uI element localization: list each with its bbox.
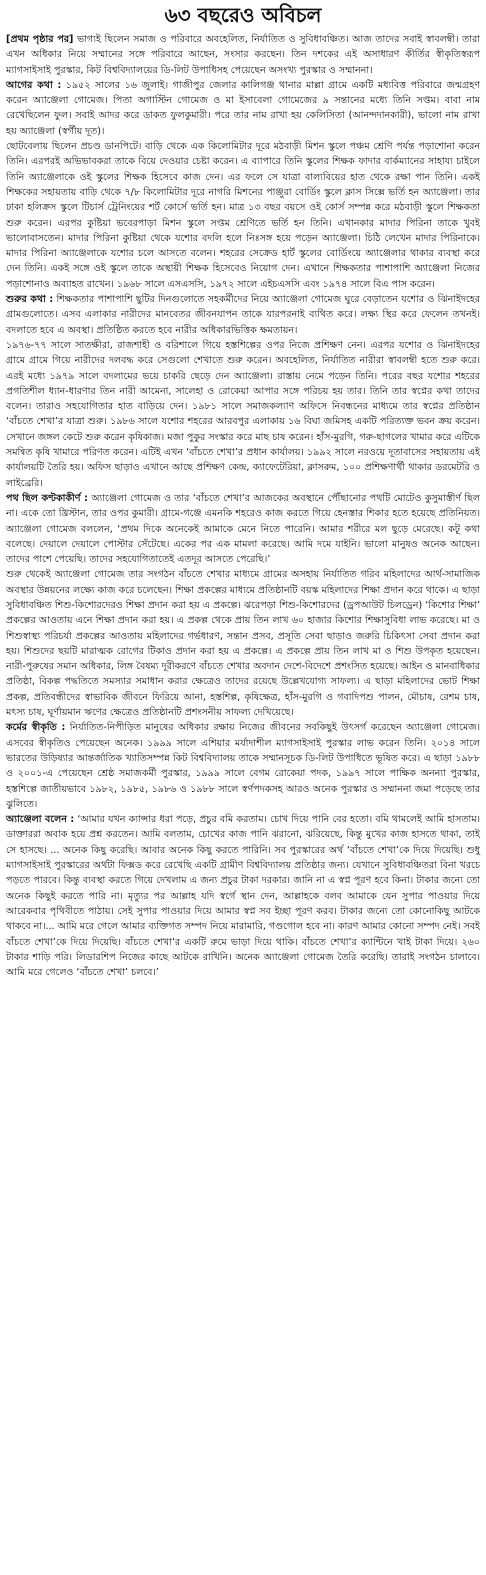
paragraph-text: অ্যাঞ্জেলা গোমেজ ও তার ‘বাঁচতে শেখা’র আজকের অবস্থানে পৌঁছানোর পথটি মোটেও কুসুমাস্তীর্ণ ছিল না। একে তো খ্রিস্টান, তার ওপর কুমারী। গ্রামে-গঞ্জে এমনকি শহরেও কাজ করতে গিয়ে হেনস্তার শিকার হতে হয়েছে প্রতিনিয়ত। অ্যাঞ্জেলা গোমেজ বললেন, ‘প্রথম দিকে অনেকেই আমাকে মেনে নিতে পারেনি। আমার শরীরে মল ছুড়ে মেরেছে। কটূ কথা বলেছে। দেয়ালে দেয়ালে পোস্টার সেঁটেছে। একের পর এক মামলা করেছে। আমি দমে যাইনি। ভালো মানুষও অনেক আছেন। তাদের পাশে পেয়েছি। তাদের সহযোগিতাতেই এতদূর আসতে পেরেছি।’	[6, 492, 480, 566]
paragraph-text: শিক্ষকতার পাশাপাশি ছুটির দিনগুলোতে সহকর্মীদের নিয়ে অ্যাঞ্জেলা গোমেজ ঘুরে বেড়াতেন যশোর ও ঝিনাইদহের গ্রামগুলোতে। এসব এলাকার নারীদের মানবেতর জীবনযাপন তাকে যারপরনাই ব্যথিত করে। লক্ষ্য স্থির করে ফেলেন তখনই। বদলাতে হবে এ অবস্থা। প্রতিষ্ঠিত করতে হবে নারীর অধিকারভিত্তিক ক্ষমতায়ন।	[6, 294, 480, 336]
article-paragraph	[6, 491, 480, 567]
article-paragraph	[6, 720, 480, 812]
paragraph-text: ১৯৭৬-৭৭ সালে সাতক্ষীরা, রাজশাহী ও বরিশালে গিয়ে হস্তশিল্পের ওপর নিজে প্রশিক্ষণ নেন। এরপর যশোর ও ঝিনাইদহের গ্রামে গ্রামে গিয়ে নারীদের দলবদ্ধ করে সেগুলো শেখাতে শুরু করেন। অবহেলিত, নির্যাতিত নারীরা স্বাবলম্বী হতে শুরু করে। এরই মধ্যে ১৯৭৯ সালে বদলামের ভয়ে চাকরি ছেড়ে দেন অ্যাঞ্জেলা। রাস্তায় নেমে পড়েন তিনি। পরের বছর যশোর শহরের প্রগতিশীল ধ্যান-ধারণার তিন নারী আমেনা, সালেহা ও রোকেয়া আপার সঙ্গে পরিচয় হয় তার। তিনি তার স্বপ্নের কথা তাদের বলেন। তারাও সহযোগিতার হাত বাড়িয়ে দেন। ১৯৮১ সালে সমাজকল্যাণ অফিসে নিবন্ধনের মাধ্যমে তার স্বপ্নের প্রতিষ্ঠান ‘বাঁচতে শেখা’র যাত্রা শুরু। ১৯৮৬ সালে যশোর শহরের আরবপুর এলাকায় ১৬ বিঘা জমিসহ একটি পরিত্যক্ত ভবন ক্রয় করেন। সেখানে জঙ্গল কেটে শুরু করেন কৃষিকাজ। মজা পুকুর সংস্কার করে মাছ চাষ করেন। হাঁস-মুরগি, গরু-ছাগলের খামার করে এটিকে সমন্বিত কৃষি খামারে পরিণত করেন। এটিই এখন ‘বাঁচতে শেখা’র প্রধান কার্যালয়। ১৯৯২ সালে নরওয়ে দূতাবাসের সহায়তায় এই কার্যালয়টি তৈরি হয়। অফিস ছাড়াও এখানে আছে প্রশিক্ষণ কেন্দ্র, ক্যাফেটেরিয়া, ক্লাসরুম, ১০০ প্রশিক্ষণার্থী থাকার ডরমেটরি ও লাইব্রেরি।	[6, 339, 480, 489]
paragraph-lead: পথ ছিল কণ্টকাকীর্ণ :	[6, 492, 88, 504]
paragraph-lead: কর্মের স্বীকৃতি :	[6, 722, 66, 734]
paragraph-text: ছোটবেলায় ছিলেন প্রচণ্ড ডানপিটে। বাড়ি থেকে এক কিলোমিটার দূরে মঠবাড়ী মিশন স্কুলে পঞ্চম শ্রেণি পর্যন্ত পড়াশোনা করেন তিনি। এরপরই অভিভাবকরা তাকে বিয়ে দেওয়ার চেষ্টা করেন। এ ব্যাপারে তিনি স্কুলের শিক্ষক ফাদার বার্কম্যানের সাহায্য চাইলে তিনি অ্যাঞ্জেলাকে ওই স্কুলের শিক্ষক হিসেবে কাজ দেন। এর ফলে সে যাত্রা বাল্যবিয়ের হাত থেকে রক্ষা পান তিনি। একই শিক্ষকের সহায়তায় বাড়ি থেকে ৭/৮ কিলোমিটার দূরে নাগরি মিশনের পাঞ্জুরা বোর্ডিং স্কুলে ক্লাস সিক্সে ভর্তি হন অ্যাঞ্জেলা। তার ঢাকা হলিক্রস স্কুলে টিচার্স ট্রেনিংয়ের শর্ট কোর্সে ভর্তি হন। মাত্র ১৩ বছর বয়সে ওই কোর্স সম্পন্ন করে মঠবাড়ী স্কুলে শিক্ষকতা শুরু করেন। এরপর কুষ্টিয়া ভবেরপাড়া মিশন স্কুলে সপ্তম শ্রেণিতে ভর্তি হন তিনি। এখানকার মাদার পিরিনা তাকে খুবই ভালোবাসতেন। মাদার পিরিনা কুষ্টিয়া থেকে যশোর বদলি হলে নিঃসঙ্গ হয়ে পড়েন অ্যাঞ্জেলা। চিঠি লেখেন মাদার পিরিনাকে। মাদার পিরিনা অ্যাঞ্জেলাকে যশোর চলে আসতে বলেন। শহরের সেক্রেড হার্ট স্কুলের বোর্ডিংয়ে অ্যাঞ্জেলার থাকার ব্যবস্থা করে দেন তিনি। একই সঙ্গে ওই স্কুলে তাকে অস্থায়ী শিক্ষক হিসেবেও নিয়োগ দেন। এখানে শিক্ষকতার পাশাপাশি অ্যাঞ্জেলা নিজের পড়াশোনাও অব্যাহত রাখেন। ১৯৬৮ সালে এসএসসি, ১৯৭২ সালে এইচএসসি এবং ১৯৭৪ সালে বিএ পাস করেন।	[6, 141, 480, 290]
paragraph-text: নির্যাতিত-নিপীড়িত মানুষের অধিকার রক্ষায় নিজের জীবনের সবকিছুই উৎসর্গ করেছেন অ্যাঞ্জেলা গোমেজ। এসবের স্বীকৃতিও পেয়েছেন অনেক। ১৯৯৯ সালে এশিয়ার মর্যাদাশীল ম্যাগসাইসাই পুরস্কার লাভ করেন তিনি। ২০১৪ সালে ভারতের উড়িষ্যার আন্তর্জাতিক খ্যাতিসম্পন্ন কিট বিশ্ববিদ্যালয় তাকে সম্মানসূচক ডি-লিট উপাধিতে ভূষিত করে। এ ছাড়া ১৯৮৮ ও ২০০১-এ পেয়েছেন শ্রেষ্ঠ সমাজকর্মী পুরস্কার, ১৯৯৯ সালে বেগম রোকেয়া পদক, ১৯৯৭ সালে পাক্ষিক অনন্যা পুরস্কার, হস্তশিল্পে জাতীয়ভাবে ১৯৮২, ১৯৮৫, ১৯৮৬ ও ১৯৮৮ সালে স্বর্ণপদকসহ আরও অনেক পুরস্কার ও সম্মাননা জমা পড়েছে তার ঝুলিতে।	[6, 722, 480, 810]
paragraph-text: ভাগ্যই ছিলেন সমাজ ও পরিবারে অবহেলিত, নির্যাতিত ও সুবিধাবঞ্চিত। আজ তাদের সবাই স্বাবলম্বী। তারা এখন অধিকার নিয়ে সম্মানের সঙ্গে পরিবারে আছেন, সংসার করছেন। তিন দশকের এই অসাধারণ কীর্তির স্বীকৃতিস্বরূপ ম্যাগসাইসাই পুরস্কার, কিট বিশ্ববিদ্যালয়ের ডি-লিট উপাধিসহ পেয়েছেন অসংখ্য পুরস্কার ও সম্মাননা।	[6, 34, 481, 76]
article-headline: ৬৩ বছরেও অবিচল	[164, 3, 322, 27]
paragraph-text: ‘আমার যখন ক্যান্সার ধরা পড়ে, প্রচুর বমি করতাম। চোখ দিয়ে পানি বের হতো। বমি থামলেই আমি হাসতাম। ডাক্তাররা অবাক হয়ে প্রশ্ন করতেন। আমি বলতাম, চোখের কাজ পানি ঝরানো, ঝরিয়েছে, কিন্তু মুখের কাজ হাসতে থাকা, তাই সে হাসছে। ... অনেক কিছু করেছি। আবার অনেক কিছু করতে পারিনি। সব পুরস্কারের অর্থ ‘বাঁচতে শেখা’কে দিয়ে দিয়েছি। শুধু ম্যাগসাইসাই পুরস্কারের অর্থটা ফিক্সড করে রেখেছি একটি গ্রামীণ বিশ্ববিদ্যালয় প্রতিষ্ঠার জন্য। যেখানে সুবিধাবঞ্চিতরা বিনা খরচে পড়তে পারবে। কিন্তু ব্যবস্থা করতে গিয়ে দেখলাম এ জন্য প্রচুর টাকা দরকার। জানি না এ স্বপ্ন পূরণ হবে কিনা। টাকার জন্যে তো অনেক কিছুই করতে পারি না। মৃত্যুর পর আল্লাহ যদি স্বর্গে স্থান দেন, আল্লাহকে বলব আমাকে যেন সুপার পাওয়ার দিয়ে আরেকবার পৃথিবীতে পাঠায়। সেই সুপার পাওয়ার দিয়ে আমার স্বপ্ন সব ইচ্ছা পূরণ করব। টাকার জন্যে তো কোনোকিছু আটকে থাকবে না।... আমি মরে গেলে আমার ব্যক্তিগত সম্পদ নিয়ে মারামারি, গণ্ডগোল হবে না। কারণ আমার কোনো সম্পদ নেই। সবই বাঁচতে শেখা’কে দিয়ে দিয়েছি। বাঁচতে শেখা’র একটি রুমে ভাড়া দিয়ে থাকি। বাঁচতে শেখা’র ক্যান্টিনে খাই টাকা দিয়ে। ২৬০ টাকার শাড়ি পরি। লিডারশিপ নিজের কাছে আটকে রাখিনি। অনেক অ্যাঞ্জেলা গোমেজ তৈরি করেছি। তারাই সংগঠন চালাবে। আমি মরে গেলেও ‘বাঁচতে শেখা’ চলবে।’	[6, 814, 480, 979]
article-paragraph	[6, 78, 480, 139]
paragraph-lead: অ্যাঞ্জেলা বলেন :	[6, 814, 75, 826]
article-paragraph	[6, 139, 480, 292]
paragraph-lead: শুরুর কথা :	[6, 294, 54, 306]
paragraph-text: শুরু থেকেই অ্যাঞ্জেলা গোমেজ তার সংগঠন বাঁচতে শেখার মাধ্যমে গ্রামের অসহায় নির্যাতিত গরিব মহিলাদের আর্থ-সামাজিক অবস্থার উন্নয়নের লক্ষ্যে কাজ করে চলেছেন। শিক্ষা প্রকল্পের মাধ্যমে প্রতিষ্ঠানটি বয়স্ক মহিলাদের শিক্ষা প্রদান করে থাকে। এ ছাড়া সুবিধাবঞ্চিত শিশু-কিশোরদেরও শিক্ষা প্রদান করা হয় এ প্রকল্পে। ঝরেপড়া শিশু-কিশোরদের (ড্রপআউট চিলড্রেন) ‘কিশোর শিক্ষা’ প্রকল্পের আওতায় এনে শিক্ষা প্রদান করা হয়। এ প্রকল্প থেকে প্রায় তিন লাখ ৬০ হাজার কিশোর শিক্ষাসুবিধা লাভ করেছে। মা ও শিশুস্বাস্থ্য পরিচর্যা প্রকল্পের আওতায় মহিলাদের গর্ভধারণ, সন্তান প্রসব, প্রসূতি সেবা ছাড়াও জরুরি চিকিৎসা সেবা প্রদান করা হয়। শিশুদের ছয়টি মারাত্মক রোগের টিকাও প্রদান করা হয় এ প্রকল্পে। এ প্রকল্পে প্রায় তিন লাখ মা ও শিশু উপকৃত হয়েছেন। নারী-পুরুষের সমান অধিকার, লিঙ্গ বৈষম্য দূরীকরণে বাঁচতে শেখার অবদান দেশে-বিদেশে প্রশংসিত হয়েছে। আইন ও মানবাধিকার প্রতিষ্ঠা, বিকল্প পদ্ধতিতে সমস্যার সমাধান করার ক্ষেত্রেও তাদের রয়েছে উল্লেখযোগ্য সাফল্য। এ ছাড়া মহিলাদের ভোট শিক্ষা প্রকল্প, প্রতিবন্ধীদের স্বাভাবিক জীবনে ফিরিয়ে আনা, হস্তশিল্প, কৃষিক্ষেত্র, হাঁস-মুরগি ও গবাদিপশু পালন, মৌচাষ, রেশম চাষ, মৎস্য চাষ, ঘূর্ণায়মান ঋণের ক্ষেত্রেও প্রতিষ্ঠানটি প্রশংসনীয় সাফল্য দেখিয়েছে।	[6, 569, 480, 719]
article-paragraph	[6, 292, 480, 338]
paragraph-text: ১৯৫২ সালের ১৬ জুলাই। গাজীপুর জেলার কালিগঞ্জ থানার মাল্লা গ্রামে একটি মধ্যবিত্ত পরিবারে জন্মগ্রহণ করেন অ্যাঞ্জেলা গোমেজ। পিতা অগাস্টিন গোমেজ ও মা ইসাবেলা গোমেজের ৯ সন্তানের মধ্যে তিনি সপ্তম। বাবা নাম রেখেছিলেন ফুল। সবাই আদর করে ডাকত ফুলকুমারী। পরে তার নাম রাখা হয় কেলিসিতা (আনন্দদানকারী), ভালো নাম রাখা হয় অ্যাঞ্জেলা (স্বর্গীয় দূত)।	[6, 79, 480, 137]
paragraph-lead: [প্রথম পৃষ্ঠার পর]	[6, 34, 74, 45]
article-paragraph	[6, 338, 480, 491]
paragraph-lead: আগের কথা :	[6, 79, 62, 91]
article-paragraph	[6, 32, 480, 78]
article-paragraph	[6, 567, 480, 720]
article-paragraph	[6, 812, 480, 980]
